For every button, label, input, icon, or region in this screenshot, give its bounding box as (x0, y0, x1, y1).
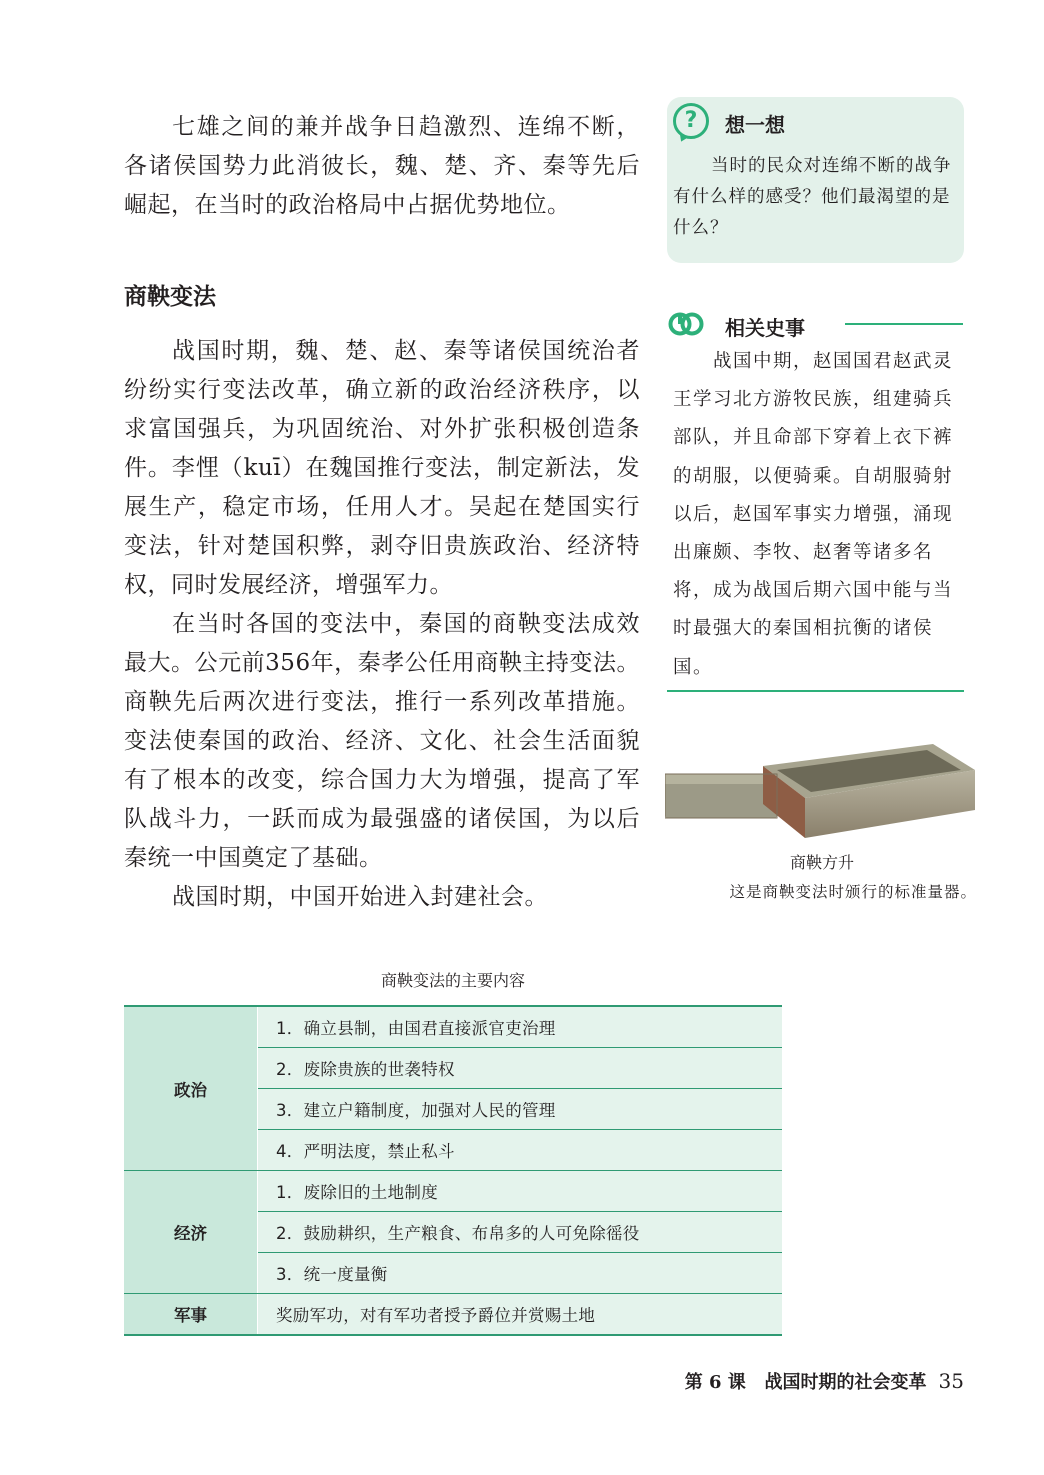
history-box-text: 战国中期，赵国国君赵武灵王学习北方游牧民族，组建骑兵部队，并且命部下穿着上衣下裤的胡服，以便骑乘。自胡服骑射以后，赵国军事实力增强，涌现出廉颇、李牧、赵奢等诸多名将，成为战国后期六国中能与当时最强大的秦国相抗衡的诸侯国。 (673, 351, 954, 678)
table-row (124, 1006, 782, 1048)
related-history-icon (667, 306, 705, 342)
page-number: 35 (938, 1369, 964, 1393)
table-caption: 商鞅变法的主要内容 (380, 971, 525, 990)
table-cell: 2．鼓励耕织，生产粮食、布帛多的人可免除徭役 (258, 1212, 783, 1253)
category-cell: 政治 (124, 1006, 258, 1171)
think-box-title: 想一想 (725, 113, 785, 137)
body-text-column (124, 332, 640, 917)
lesson-title: 第 6 课 战国时期的社会变革 (684, 1372, 927, 1393)
think-box-text: 当时的民众对连绵不断的战争有什么样的感受？他们最渴望的是什么？ (673, 156, 952, 238)
table-cell: 4．严明法度，禁止私斗 (258, 1130, 783, 1171)
section-title: 商鞅变法 (124, 284, 216, 310)
history-box-title: 相关史事 (725, 316, 805, 340)
table-row (124, 1171, 782, 1212)
page-footer (685, 1368, 964, 1394)
intro-paragraph: 七雄之间的兼并战争日趋激烈、连绵不断，各诸侯国势力此消彼长，魏、楚、齐、秦等先后崛起，在当时的政治格局中占据优势地位。 (124, 114, 640, 218)
think-box (667, 97, 964, 263)
table-row (124, 1294, 782, 1336)
body-paragraph-1: 战国时期，魏、楚、赵、秦等诸侯国统治者纷纷实行变法改革，确立新的政治经济秩序，以求富国强兵，为巩固统治、对外扩张积极创造条件。李悝（kuī）在魏国推行变法，制定新法，发展生产，稳定市场，任用人才。吴起在楚国实行变法，针对楚国积弊，剥夺旧贵族政治、经济特权，同时发展经济，增强军力。 (124, 338, 640, 598)
body-paragraph-3: 战国时期，中国开始进入封建社会。 (172, 884, 548, 910)
main-text-column (124, 108, 640, 225)
figure-title: 商鞅方升 (789, 853, 854, 872)
body-paragraph-2: 在当时各国的变法中，秦国的商鞅变法成效最大。公元前356年，秦孝公任用商鞅主持变法。商鞅先后两次进行变法，推行一系列改革措施。变法使秦国的政治、经济、文化、社会生活面貌有了根本的改变，综合国力大为增强，提高了军队战斗力，一跃而成为最强盛的诸侯国，为以后秦统一中国奠定了基础。 (124, 611, 640, 871)
shang-yang-measuring-vessel-image (665, 738, 977, 838)
divider (845, 323, 963, 325)
table-cell: 2．废除贵族的世袭特权 (258, 1048, 783, 1089)
history-box-header (667, 306, 964, 342)
table-cell: 1．确立县制，由国君直接派官吏治理 (258, 1006, 783, 1048)
divider (667, 690, 964, 692)
figure-caption: 这是商鞅变法时颁行的标准量器。 (729, 883, 977, 901)
category-cell: 军事 (124, 1294, 258, 1336)
question-icon: ? (673, 103, 709, 139)
table-cell: 奖励军功，对有军功者授予爵位并赏赐土地 (258, 1294, 783, 1336)
category-cell: 经济 (124, 1171, 258, 1294)
table-cell: 1．废除旧的土地制度 (258, 1171, 783, 1212)
reform-content-table (124, 1005, 782, 1336)
table-cell: 3．统一度量衡 (258, 1253, 783, 1294)
table-cell: 3．建立户籍制度，加强对人民的管理 (258, 1089, 783, 1130)
